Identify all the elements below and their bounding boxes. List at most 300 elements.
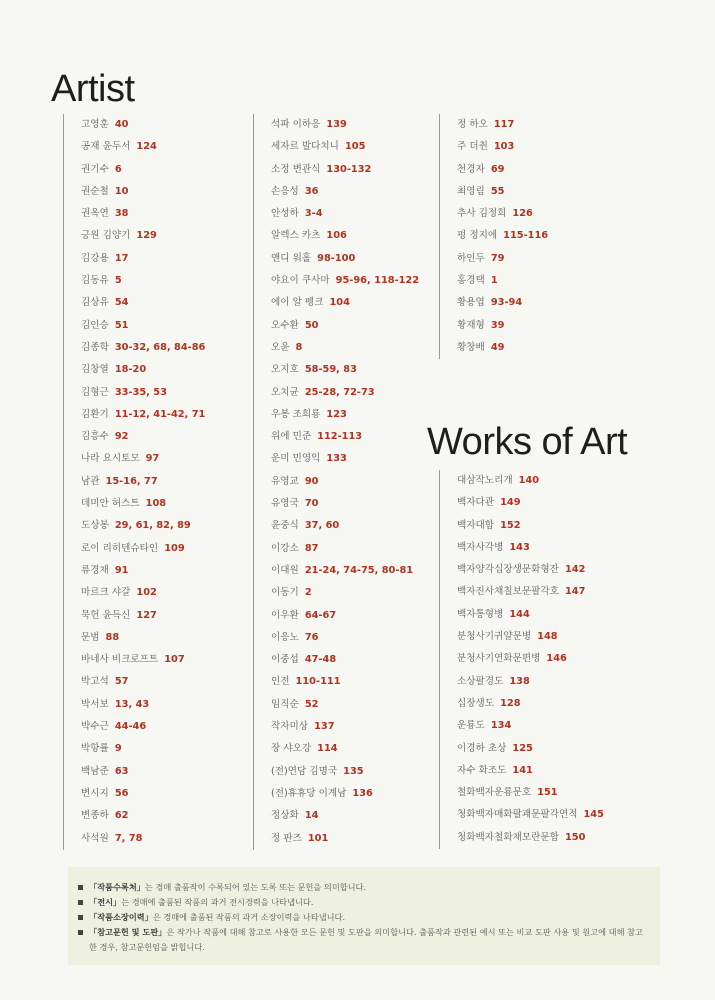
- entry-name: 윤중식: [271, 520, 299, 532]
- entry-pages: 54: [114, 297, 129, 309]
- entry-pages: 145: [583, 809, 604, 821]
- entry-pages: 141: [512, 764, 533, 776]
- index-entry: [271, 582, 419, 604]
- entry-pages: 51: [114, 319, 129, 331]
- index-entry: [271, 605, 419, 627]
- entry-pages: 92: [114, 431, 129, 443]
- entry-pages: 138: [509, 675, 530, 687]
- index-entry: [457, 671, 604, 693]
- entry-name: 정 판즈: [271, 832, 302, 844]
- index-entry: [81, 181, 205, 203]
- entry-name: 임직순: [271, 698, 299, 710]
- index-entry: [271, 337, 419, 359]
- entry-name: 데미안 허스트: [81, 498, 140, 510]
- entry-pages: 70: [304, 498, 319, 510]
- entry-pages: 93-94: [490, 297, 523, 309]
- entry-name: 이동기: [271, 587, 299, 599]
- entry-name: 유영국: [271, 498, 299, 510]
- entry-pages: 29, 61, 82, 89: [114, 520, 191, 532]
- index-entry: [457, 804, 604, 826]
- entry-pages: 79: [490, 252, 505, 264]
- entry-name: 묵헌 윤득신: [81, 609, 131, 621]
- entry-name: 홍경택: [457, 275, 485, 287]
- entry-pages: 95-96, 118-122: [335, 275, 420, 287]
- index-entry: [457, 248, 548, 270]
- entry-pages: 144: [509, 608, 530, 620]
- entry-name: 로이 리히텐슈타인: [81, 542, 159, 554]
- entry-pages: 5: [114, 275, 122, 287]
- index-entry: [457, 648, 604, 670]
- entry-pages: 64-67: [304, 609, 337, 621]
- entry-pages: 76: [304, 631, 319, 643]
- index-entry: [457, 738, 604, 760]
- bullet-square-icon: [78, 885, 83, 890]
- entry-pages: 150: [564, 831, 586, 843]
- entry-pages: 8: [295, 341, 303, 353]
- index-entry: [271, 649, 419, 671]
- entry-pages: 129: [136, 230, 157, 242]
- entry-name: 십장생도: [457, 697, 495, 709]
- entry-name: 박고석: [81, 676, 109, 688]
- entry-name: 박서보: [81, 698, 109, 710]
- entry-pages: 139: [326, 119, 347, 130]
- artist-index-column-2: [253, 114, 419, 850]
- index-entry: [271, 805, 419, 827]
- entry-pages: 36: [304, 185, 319, 197]
- entry-pages: 134: [490, 720, 512, 732]
- index-entry: [457, 537, 604, 559]
- entry-name: 유영교: [271, 475, 299, 487]
- entry-pages: 108: [145, 498, 167, 510]
- index-entry: [271, 248, 419, 270]
- entry-pages: 69: [490, 163, 505, 175]
- entry-pages: 57: [114, 676, 129, 688]
- entry-pages: 33-35, 53: [114, 386, 167, 398]
- entry-name: 김환기: [81, 408, 109, 420]
- index-entry: [457, 181, 548, 203]
- index-entry: [81, 738, 205, 760]
- note-item: [78, 925, 648, 955]
- index-entry: [457, 760, 604, 782]
- entry-pages: 106: [326, 230, 347, 242]
- bullet-square-icon: [78, 930, 83, 935]
- note-text: 는 경매 출품작이 수록되어 있는 도록 또는 문헌을 의미합니다.: [144, 882, 367, 892]
- index-entry: [81, 493, 205, 515]
- entry-name: 오수환: [271, 319, 299, 331]
- entry-name: 청화백자철화채모란문합: [457, 831, 559, 843]
- index-entry: [457, 827, 604, 849]
- entry-pages: 109: [164, 542, 185, 554]
- entry-name: 자수 화조도: [457, 764, 507, 776]
- index-entry: [271, 203, 419, 225]
- entry-pages: 135: [343, 765, 364, 777]
- index-entry: [81, 337, 205, 359]
- index-entry: [81, 761, 205, 783]
- entry-name: 나라 요시토모: [81, 453, 140, 465]
- index-entry: [457, 581, 604, 603]
- entry-name: 오치균: [271, 386, 299, 398]
- entry-name: 김인승: [81, 319, 109, 331]
- index-entry: [271, 828, 419, 850]
- entry-pages: 14: [304, 810, 319, 822]
- entry-name: 황재형: [457, 319, 485, 331]
- entry-name: (전)휴휴당 이계남: [271, 787, 347, 799]
- entry-name: 운룡도: [457, 720, 485, 732]
- entry-name: 김상유: [81, 297, 109, 309]
- entry-pages: 44-46: [114, 721, 147, 733]
- entry-name: 김강용: [81, 252, 109, 264]
- index-entry: [457, 626, 604, 648]
- entry-name: 이강소: [271, 542, 299, 554]
- index-entry: [81, 270, 205, 292]
- entry-pages: 7, 78: [114, 832, 143, 844]
- entry-pages: 137: [314, 721, 335, 733]
- index-entry: [81, 292, 205, 314]
- index-entry: [271, 448, 419, 470]
- entry-pages: 15-16, 77: [105, 475, 158, 487]
- entry-pages: 10: [114, 185, 129, 197]
- entry-name: 도상봉: [81, 520, 109, 532]
- entry-pages: 114: [317, 743, 338, 755]
- entry-pages: 17: [114, 252, 129, 264]
- entry-name: 정 하오: [457, 119, 488, 130]
- index-entry: [271, 404, 419, 426]
- index-entry: [271, 761, 419, 783]
- bullet-square-icon: [78, 900, 83, 905]
- entry-name: 위에 민준: [271, 431, 312, 443]
- entry-pages: 126: [512, 208, 533, 220]
- entry-pages: 58-59, 83: [304, 364, 357, 376]
- note-term: 「작품소장이력」: [89, 912, 153, 922]
- entry-name: 세자르 발다치니: [271, 141, 339, 153]
- entry-name: 권옥연: [81, 208, 109, 220]
- entry-name: 추사 김정희: [457, 208, 507, 220]
- entry-name: 작자미상: [271, 721, 309, 733]
- entry-name: 김흥수: [81, 431, 109, 443]
- artist-index-column-1: [63, 114, 205, 850]
- entry-pages: 115-116: [503, 230, 549, 242]
- entry-name: 백자대합: [457, 519, 495, 531]
- entry-name: 오지호: [271, 364, 299, 376]
- entry-pages: 39: [490, 319, 505, 331]
- entry-name: 소정 변관식: [271, 163, 321, 175]
- index-entry: [271, 783, 419, 805]
- index-entry: [271, 627, 419, 649]
- entry-name: 오윤: [271, 341, 290, 353]
- entry-pages: 97: [145, 453, 160, 465]
- entry-name: 박수근: [81, 721, 109, 733]
- entry-pages: 47-48: [304, 654, 337, 666]
- entry-pages: 152: [500, 519, 521, 531]
- works-of-art-heading: Works of Art: [427, 421, 628, 463]
- entry-name: 남관: [81, 475, 100, 487]
- index-entry: [81, 694, 205, 716]
- entry-name: 변종하: [81, 810, 109, 822]
- index-entry: [271, 515, 419, 537]
- entry-name: 김종학: [81, 341, 109, 353]
- entry-name: 인전: [271, 676, 290, 688]
- entry-pages: 107: [164, 654, 185, 666]
- entry-pages: 30-32, 68, 84-86: [114, 341, 206, 353]
- entry-name: 사석원: [81, 832, 109, 844]
- entry-pages: 136: [352, 787, 373, 799]
- entry-pages: 1: [490, 275, 498, 287]
- entry-name: 백자다관: [457, 497, 495, 509]
- index-entry: [271, 560, 419, 582]
- index-entry: [271, 159, 419, 181]
- entry-name: 운미 민영익: [271, 453, 321, 465]
- entry-name: 공재 윤두서: [81, 141, 131, 153]
- entry-name: 이우환: [271, 609, 299, 621]
- entry-name: 대삼작노리개: [457, 475, 513, 486]
- entry-pages: 102: [136, 587, 157, 599]
- entry-name: 야요이 쿠사마: [271, 275, 330, 287]
- index-entry: [457, 225, 548, 247]
- index-entry: [81, 515, 205, 537]
- index-entry: [271, 671, 419, 693]
- index-entry: [271, 471, 419, 493]
- entry-name: 분청사기귀얄문병: [457, 631, 532, 643]
- note-term: 「전시」: [89, 897, 122, 907]
- index-entry: [81, 448, 205, 470]
- entry-pages: 104: [329, 297, 350, 309]
- note-term: 「참고문헌 및 도판」: [89, 927, 167, 937]
- entry-pages: 25-28, 72-73: [304, 386, 375, 398]
- note-item: [78, 910, 648, 925]
- entry-name: 우봉 조희룡: [271, 408, 321, 420]
- entry-pages: 140: [518, 475, 540, 486]
- index-entry: [81, 203, 205, 225]
- entry-pages: 21-24, 74-75, 80-81: [304, 564, 414, 576]
- entry-name: 에이 알 펭크: [271, 297, 324, 309]
- entry-name: 백자통형병: [457, 608, 504, 620]
- index-entry: [81, 805, 205, 827]
- index-entry: [271, 359, 419, 381]
- entry-pages: 143: [509, 541, 530, 553]
- entry-pages: 105: [344, 141, 366, 153]
- entry-name: 이응노: [271, 631, 299, 643]
- entry-pages: 52: [304, 698, 319, 710]
- entry-name: 변시지: [81, 787, 109, 799]
- index-entry: [271, 114, 419, 136]
- entry-pages: 117: [493, 119, 515, 130]
- entry-pages: 2: [304, 587, 312, 599]
- entry-pages: 11-12, 41-42, 71: [114, 408, 206, 420]
- entry-pages: 133: [326, 453, 347, 465]
- index-entry: [81, 649, 205, 671]
- entry-name: 청화백자매화팔괘문팔각연적: [457, 809, 578, 821]
- index-entry: [271, 315, 419, 337]
- bullet-square-icon: [78, 915, 83, 920]
- index-entry: [271, 181, 419, 203]
- index-entry: [81, 560, 205, 582]
- entry-name: 주 더췬: [457, 141, 488, 153]
- artist-heading: Artist: [51, 68, 135, 110]
- entry-pages: 147: [564, 586, 586, 598]
- index-entry: [457, 292, 548, 314]
- entry-pages: 40: [114, 119, 129, 130]
- index-entry: [81, 136, 205, 158]
- entry-name: 소상팔경도: [457, 675, 504, 687]
- entry-pages: 110-111: [295, 676, 341, 688]
- entry-name: 이경하 초상: [457, 742, 507, 754]
- index-entry: [81, 426, 205, 448]
- index-entry: [81, 716, 205, 738]
- index-entry: [271, 292, 419, 314]
- entry-pages: 63: [114, 765, 129, 777]
- entry-pages: 62: [114, 810, 129, 822]
- index-entry: [457, 136, 548, 158]
- index-entry: [271, 716, 419, 738]
- index-entry: [457, 270, 548, 292]
- index-entry: [271, 136, 419, 158]
- entry-name: 철화백자운룡문호: [457, 787, 532, 799]
- entry-name: 마르크 샤갈: [81, 587, 131, 599]
- index-entry: [457, 492, 604, 514]
- artist-index-column-3: [439, 114, 548, 359]
- index-entry: [81, 605, 205, 627]
- index-entry: [457, 159, 548, 181]
- note-item: [78, 895, 648, 910]
- entry-pages: 148: [537, 631, 558, 643]
- entry-pages: 56: [114, 787, 129, 799]
- entry-name: 앤디 워홀: [271, 252, 312, 264]
- entry-name: 황용엽: [457, 297, 485, 309]
- index-entry: [271, 738, 419, 760]
- index-entry: [457, 515, 604, 537]
- entry-name: 하인두: [457, 252, 485, 264]
- entry-name: 이대원: [271, 564, 299, 576]
- entry-pages: 142: [564, 564, 586, 576]
- entry-name: 백남준: [81, 765, 109, 777]
- entry-pages: 9: [114, 743, 122, 755]
- entry-name: 박항률: [81, 743, 109, 755]
- entry-pages: 18-20: [114, 364, 147, 376]
- index-entry: [81, 114, 205, 136]
- index-entry: [81, 159, 205, 181]
- entry-name: 김형근: [81, 386, 109, 398]
- entry-name: 장 샤오강: [271, 743, 312, 755]
- index-entry: [271, 538, 419, 560]
- entry-pages: 55: [490, 185, 505, 197]
- entry-pages: 124: [136, 141, 157, 153]
- index-entry: [271, 382, 419, 404]
- entry-name: 분청사기연화문편병: [457, 653, 541, 665]
- entry-name: 최영림: [457, 185, 485, 197]
- note-term: 「작품수록처」: [89, 882, 145, 892]
- index-entry: [81, 671, 205, 693]
- entry-pages: 103: [493, 141, 515, 153]
- index-entry: [457, 315, 548, 337]
- entry-pages: 125: [512, 742, 533, 754]
- index-entry: [271, 694, 419, 716]
- index-entry: [81, 538, 205, 560]
- index-entry: [81, 225, 205, 247]
- entry-name: 김동유: [81, 275, 109, 287]
- entry-name: 석파 이하응: [271, 119, 321, 130]
- entry-name: 펑 정지에: [457, 230, 498, 242]
- entry-name: 고영훈: [81, 119, 109, 130]
- entry-pages: 128: [500, 697, 521, 709]
- index-entry: [457, 203, 548, 225]
- index-entry: [81, 471, 205, 493]
- index-entry: [271, 493, 419, 515]
- entry-name: 류경채: [81, 564, 109, 576]
- entry-pages: 37, 60: [304, 520, 340, 532]
- index-entry: [457, 337, 548, 359]
- index-entry: [81, 582, 205, 604]
- index-entry: [81, 382, 205, 404]
- entry-name: 바네사 비크로프트: [81, 654, 159, 666]
- entry-pages: 91: [114, 564, 129, 576]
- entry-name: 문범: [81, 631, 100, 643]
- entry-pages: 146: [546, 653, 567, 665]
- entry-name: 백자진사채칠보문팔각호: [457, 586, 559, 598]
- index-entry: [457, 693, 604, 715]
- entry-name: 김창열: [81, 364, 109, 376]
- entry-pages: 123: [326, 408, 347, 420]
- entry-name: 정상화: [271, 810, 299, 822]
- index-entry: [457, 470, 604, 492]
- entry-pages: 130-132: [326, 163, 372, 175]
- note-text: 은 작가나 작품에 대해 참고로 사용한 모든 문헌 및 도판을 의미합니다. 출품작과 관련된 예시 또는 비교 도판 사용 및 원고에 대해 참고한 경우, 참고문헌임을 밝힙니다.: [89, 927, 643, 952]
- entry-name: 황창배: [457, 341, 485, 353]
- note-text: 은 경매에 출품된 작품의 과거 소장이력을 나타냅니다.: [152, 912, 346, 922]
- entry-name: 이중섭: [271, 654, 299, 666]
- notes-box: [68, 867, 660, 965]
- entry-name: 백자사각병: [457, 541, 504, 553]
- entry-pages: 151: [537, 787, 558, 799]
- index-entry: [271, 270, 419, 292]
- index-entry: [457, 114, 548, 136]
- entry-pages: 88: [105, 631, 120, 643]
- works-index-column: [439, 470, 604, 849]
- entry-name: 알렉스 카츠: [271, 230, 321, 242]
- entry-pages: 101: [307, 832, 329, 844]
- entry-pages: 149: [500, 497, 521, 509]
- index-entry: [81, 627, 205, 649]
- index-entry: [81, 404, 205, 426]
- entry-pages: 98-100: [317, 252, 356, 264]
- entry-pages: 112-113: [317, 431, 363, 443]
- entry-name: 권순철: [81, 185, 109, 197]
- note-item: [78, 880, 648, 895]
- entry-pages: 13, 43: [114, 698, 150, 710]
- entry-pages: 3-4: [304, 208, 323, 220]
- index-entry: [81, 783, 205, 805]
- index-entry: [457, 559, 604, 581]
- entry-pages: 50: [304, 319, 319, 331]
- note-text: 는 경매에 출품된 작품의 과거 전시경력을 나타냅니다.: [121, 897, 314, 907]
- entry-name: 백자양각십장생문화형잔: [457, 564, 559, 576]
- entry-pages: 127: [136, 609, 157, 621]
- entry-pages: 87: [304, 542, 319, 554]
- entry-pages: 6: [114, 163, 122, 175]
- entry-pages: 49: [490, 341, 505, 353]
- entry-name: 권기수: [81, 163, 109, 175]
- entry-pages: 38: [114, 208, 129, 220]
- index-entry: [457, 604, 604, 626]
- index-entry: [271, 225, 419, 247]
- entry-name: 천경자: [457, 163, 485, 175]
- index-entry: [81, 828, 205, 850]
- entry-name: 긍원 김양기: [81, 230, 131, 242]
- index-entry: [271, 426, 419, 448]
- index-entry: [81, 248, 205, 270]
- entry-name: 손응성: [271, 185, 299, 197]
- index-entry: [81, 359, 205, 381]
- entry-pages: 90: [304, 475, 319, 487]
